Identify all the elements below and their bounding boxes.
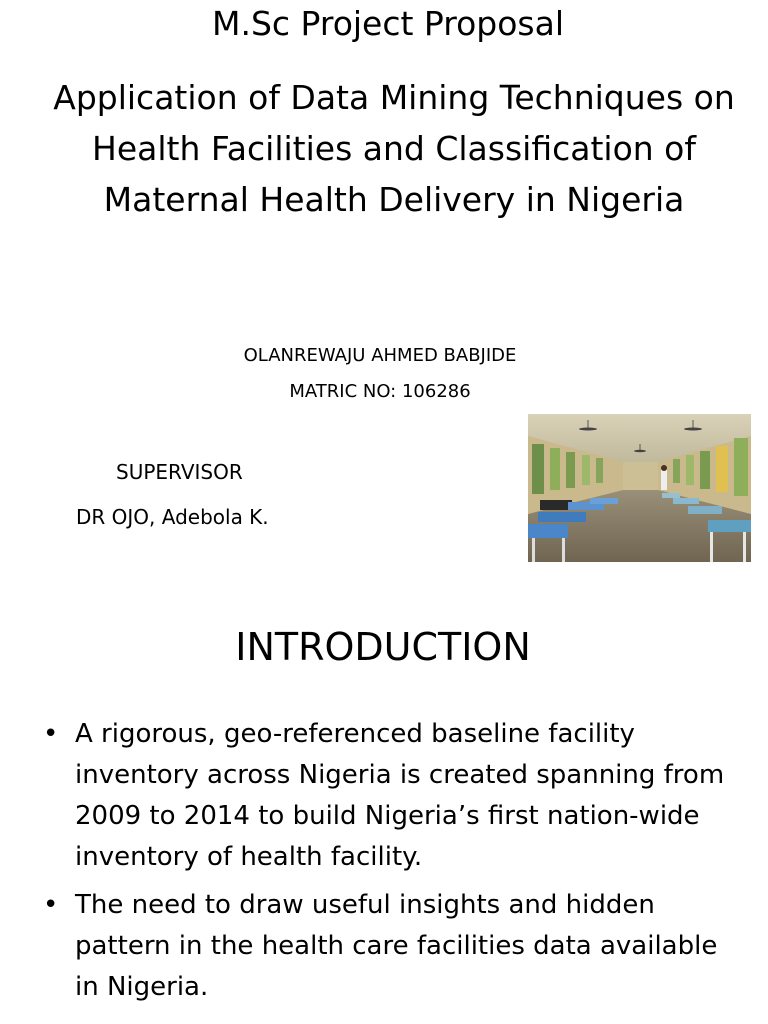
supervisor-label: SUPERVISOR [116,460,243,484]
bullet-icon: • [43,890,59,920]
author-block [0,338,760,410]
section-heading: INTRODUCTION [235,625,531,669]
bullet-text: A rigorous, geo-referenced baseline facility inventory across Nigeria is created spanning from 2009 to 2014 to build Nigeria’s first nation-wide inventory of health facility. [75,719,725,872]
author-name: OLANREWAJU AHMED BABJIDE [243,345,517,366]
matric-number: MATRIC NO: 106286 [289,381,471,402]
introduction-slide [0,600,768,1024]
supervisor-name: DR OJO, Adebola K. [76,505,269,529]
hospital-ward-photo [528,414,751,562]
list-item [40,714,730,878]
bullet-icon: • [43,719,59,749]
project-title: Application of Data Mining Techniques on Health Facilities and Classification of Maternal Health Delivery in Nigeria [53,78,735,219]
list-item [40,885,730,1008]
bullet-list [40,714,730,1015]
deck-title: M.Sc Project Proposal [211,4,564,43]
bullet-text: The need to draw useful insights and hidden pattern in the health care facilities data available in Nigeria. [75,890,718,1002]
